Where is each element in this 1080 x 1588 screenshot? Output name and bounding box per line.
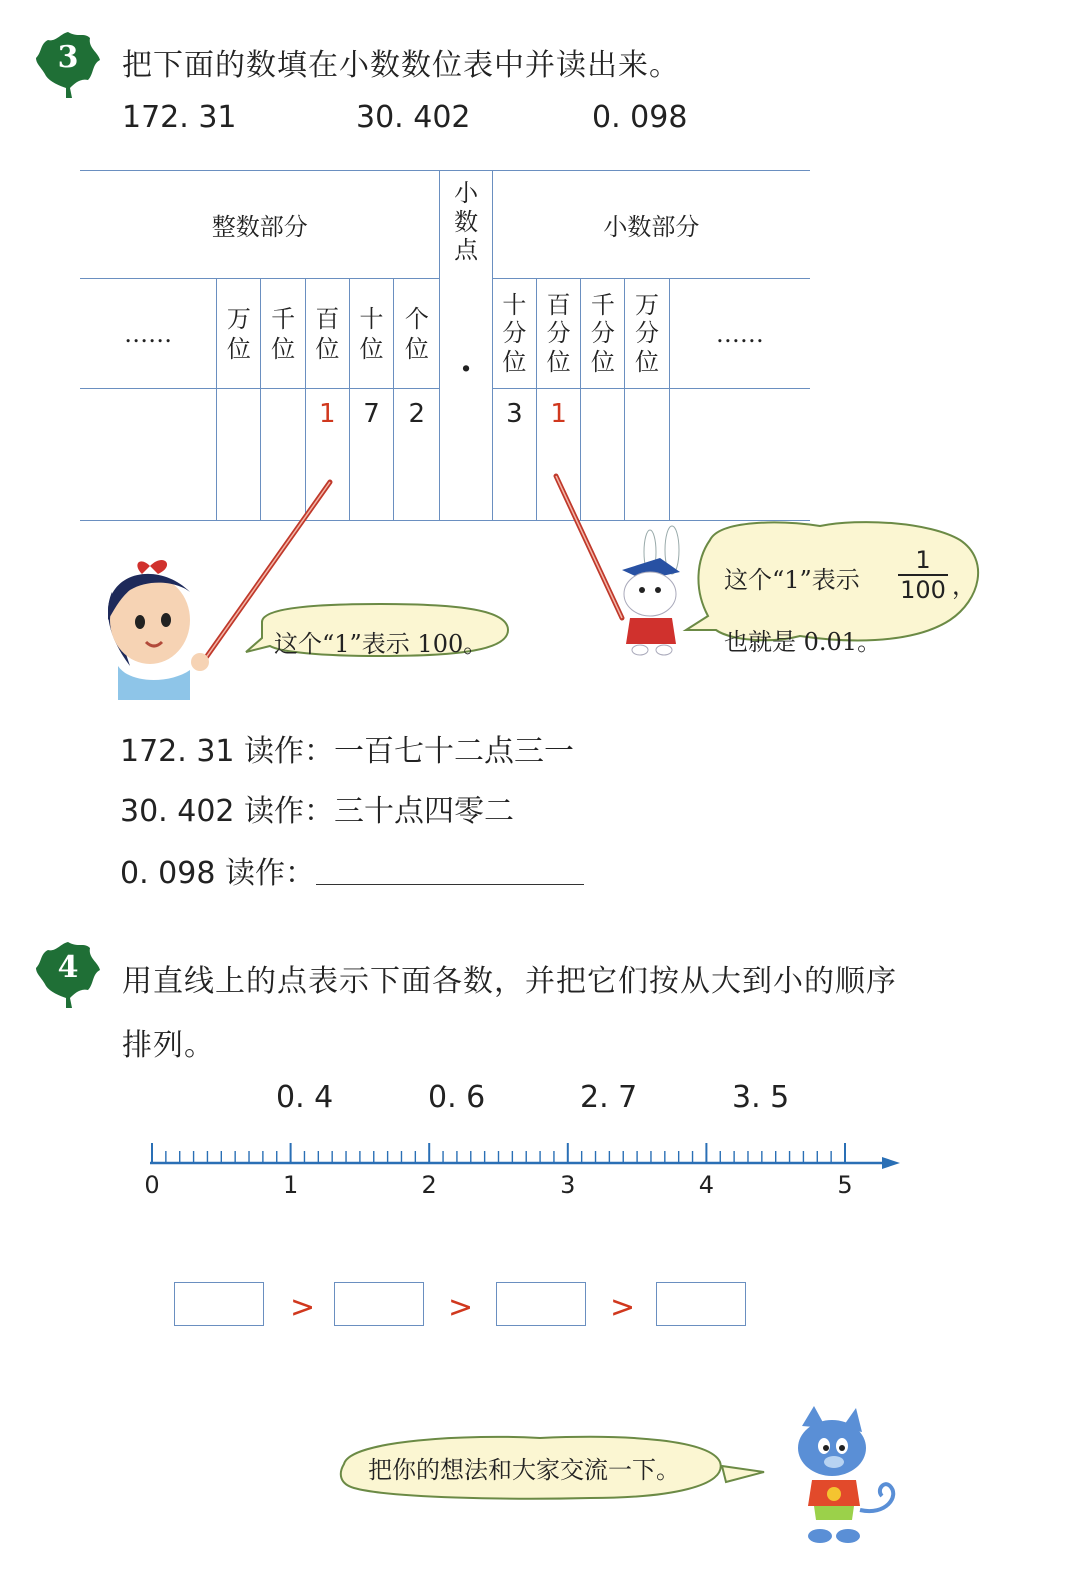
place-header-wan bbox=[217, 279, 261, 389]
rabbit-illustration bbox=[622, 526, 680, 655]
place-char: 位 bbox=[359, 334, 384, 363]
place-char: 位 bbox=[502, 347, 527, 376]
place-char: 位 bbox=[546, 347, 571, 376]
reading-line-2: 30. 402 读作：三十点四零二 bbox=[120, 794, 515, 829]
place-char: 万 bbox=[635, 290, 660, 319]
place-header-ten-thousandths bbox=[625, 279, 669, 389]
rabbit-bubble-comma: ， bbox=[952, 572, 976, 600]
place-header-ge bbox=[394, 279, 440, 389]
place-header-bai bbox=[305, 279, 349, 389]
axis-tick-label: 1 bbox=[282, 1171, 299, 1199]
number-line[interactable] bbox=[130, 1130, 920, 1210]
place-char: 位 bbox=[590, 347, 615, 376]
order-box-1[interactable] bbox=[174, 1282, 264, 1326]
place-value-table bbox=[80, 170, 810, 521]
right-ellipsis-cell bbox=[669, 279, 810, 389]
place-char: 十 bbox=[359, 304, 384, 333]
number-item: 0. 098 bbox=[592, 100, 688, 135]
axis-tick-label: 4 bbox=[698, 1171, 715, 1199]
place-char: 千 bbox=[590, 290, 615, 319]
cat-illustration bbox=[798, 1406, 893, 1543]
right-ellipsis: …… bbox=[715, 319, 764, 348]
place-header-tenths bbox=[492, 279, 536, 389]
axis-tick-label: 3 bbox=[560, 1171, 576, 1199]
place-char: 万 bbox=[226, 304, 251, 333]
place-header-qian bbox=[261, 279, 305, 389]
decimal-part-header bbox=[492, 171, 810, 279]
decimal-point-column bbox=[440, 171, 492, 521]
number-item: 2. 7 bbox=[580, 1080, 638, 1115]
exercise-3-title: 把下面的数填在小数数位表中并读出来。 bbox=[122, 48, 680, 83]
place-header-hundredths bbox=[536, 279, 580, 389]
number-item: 0. 4 bbox=[276, 1080, 334, 1115]
place-char: 百 bbox=[546, 290, 571, 319]
decimal-point-header-2: 数 bbox=[454, 207, 479, 236]
reading-line-3: 0. 098 读作： bbox=[120, 856, 315, 891]
digit-cell-tens: 7 bbox=[349, 389, 393, 521]
reading-line-1: 172. 31 读作：一百七十二点三一 bbox=[120, 734, 575, 769]
place-char: 分 bbox=[635, 319, 660, 348]
exercise-4-title-line1: 用直线上的点表示下面各数，并把它们按从大到小的顺序 bbox=[122, 964, 897, 999]
left-ellipsis-cell bbox=[80, 279, 217, 389]
girl-bubble-text: 这个“1”表示 100。 bbox=[274, 630, 488, 658]
axis-tick-label: 5 bbox=[837, 1171, 853, 1199]
cat-bubble-text: 把你的想法和大家交流一下。 bbox=[368, 1456, 680, 1484]
decimal-part-label: 小数部分 bbox=[603, 213, 700, 241]
exercise-4-numbers bbox=[0, 1080, 1080, 1120]
greater-than-2: > bbox=[448, 1290, 474, 1325]
decimal-point-header-1: 小 bbox=[454, 179, 479, 207]
left-ellipsis: …… bbox=[124, 319, 173, 348]
place-char: 位 bbox=[226, 334, 251, 363]
place-char: 十 bbox=[502, 290, 527, 319]
exercise-3-number: 3 bbox=[57, 40, 79, 75]
digit-cell-hundredths: 1 bbox=[536, 389, 580, 521]
number-line-labels bbox=[144, 1171, 852, 1199]
place-char: 千 bbox=[271, 304, 296, 333]
exercise-3-numbers bbox=[0, 100, 1080, 140]
number-line-ticks bbox=[152, 1143, 845, 1163]
order-box-4[interactable] bbox=[656, 1282, 746, 1326]
place-char: 百 bbox=[315, 304, 340, 333]
order-box-2[interactable] bbox=[334, 1282, 424, 1326]
digit-cell-tenths: 3 bbox=[492, 389, 536, 521]
place-char: 位 bbox=[404, 334, 429, 363]
answer-blank-line[interactable] bbox=[316, 884, 584, 885]
place-header-shi bbox=[349, 279, 393, 389]
place-char: 分 bbox=[546, 319, 571, 348]
place-char: 分 bbox=[502, 319, 527, 348]
rabbit-bubble-line1: 这个“1”表示 bbox=[724, 566, 860, 594]
exercise-4-number: 4 bbox=[57, 950, 79, 985]
number-item: 0. 6 bbox=[428, 1080, 486, 1115]
exercise-4-title-line2: 排列。 bbox=[122, 1028, 215, 1063]
integer-part-label: 整数部分 bbox=[211, 213, 308, 241]
rabbit-bubble-fraction bbox=[898, 546, 948, 604]
exercise-3-leaf-icon bbox=[32, 28, 104, 100]
number-item: 3. 5 bbox=[732, 1080, 790, 1115]
place-char: 个 bbox=[404, 304, 429, 333]
place-char: 位 bbox=[315, 334, 340, 363]
digit-cell-ones: 2 bbox=[394, 389, 440, 521]
girl-illustration bbox=[108, 560, 209, 700]
rabbit-bubble-line2: 也就是 0.01。 bbox=[724, 628, 882, 656]
place-header-thousandths bbox=[581, 279, 625, 389]
greater-than-1: > bbox=[290, 1290, 316, 1325]
number-line-arrow-icon bbox=[882, 1157, 900, 1169]
place-char: 位 bbox=[271, 334, 296, 363]
place-char: 分 bbox=[590, 319, 615, 348]
order-box-3[interactable] bbox=[496, 1282, 586, 1326]
axis-tick-label: 0 bbox=[144, 1171, 160, 1199]
exercise-4-leaf-icon bbox=[32, 938, 104, 1010]
digit-cell-hundreds: 1 bbox=[305, 389, 349, 521]
greater-than-3: > bbox=[610, 1290, 636, 1325]
number-item: 30. 402 bbox=[356, 100, 471, 135]
axis-tick-label: 2 bbox=[421, 1171, 437, 1199]
decimal-point-dot: · bbox=[460, 348, 473, 389]
fraction-denominator: 100 bbox=[898, 574, 948, 604]
fraction-numerator: 1 bbox=[915, 546, 931, 574]
place-char: 位 bbox=[635, 347, 660, 376]
integer-part-header bbox=[80, 171, 440, 279]
number-item: 172. 31 bbox=[122, 100, 237, 135]
decimal-point-header-3: 点 bbox=[454, 236, 479, 265]
rabbit-pointer-highlight bbox=[556, 476, 622, 618]
